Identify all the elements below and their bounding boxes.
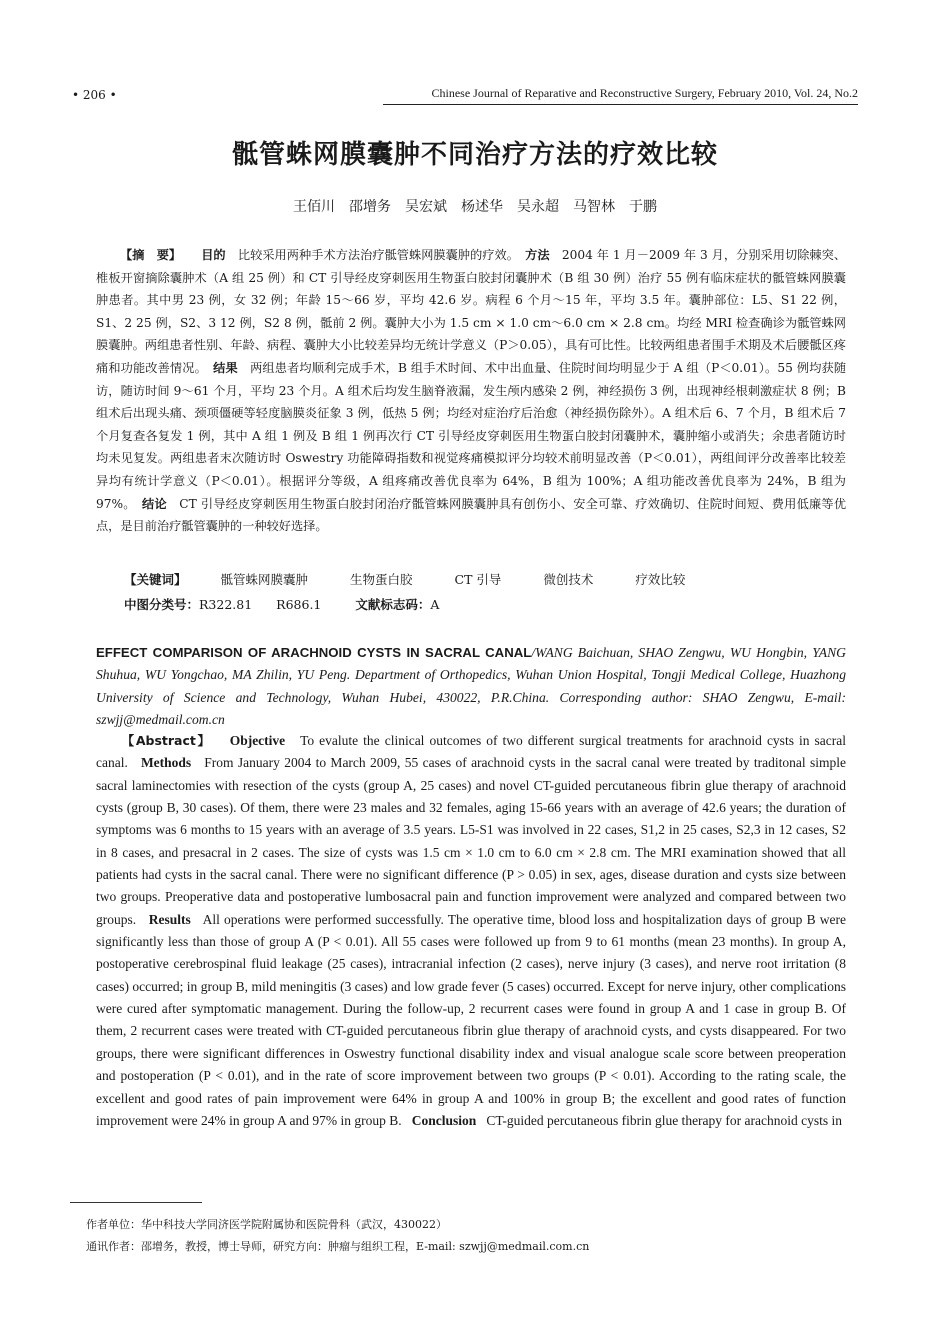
results-label-zh: 结果 xyxy=(213,360,238,375)
footnote-correspondence: 通讯作者：邵增务，教授，博士导师，研究方向：肿瘤与组织工程，E-mail: szwjj@medmail.com.cn xyxy=(86,1240,590,1253)
keyword-item: 微创技术 xyxy=(543,572,594,587)
methods-label-en: Methods xyxy=(140,755,192,771)
footnote-rule xyxy=(70,1202,202,1203)
clc-value: R322.81 xyxy=(199,597,253,612)
doc-code-value: A xyxy=(430,597,440,612)
conclusion-text-en: CT-guided percutaneous fibrin glue therapy for arachnoid cysts in xyxy=(486,1112,843,1128)
page-number: • 206 • xyxy=(72,88,117,102)
classification-line xyxy=(124,595,439,613)
results-text-en: All operations were performed successfully. The operative time, blood loss and hospitalization days of group B were significantly less than those of group A (P < 0.01). All 55 cases were followed up from 9 to 61 months (mean 23 months). In group A, postoperative cerebrospinal fluid leakage (25 cases), intracranial infection (2 cases), nerve injury (3 cases), and nerve root irritation (8 cases) occurred; in group B, mild meningitis (3 cases) and low grade fever (5 cases) occurred. Except for nerve injury, other complications were cured after symptomatic management. During the follow-up, 2 recurrent cases were found in group A and 1 case in group B. Of them, 2 recurrent cases were treated with CT-guided percutaneous fibrin glue therapy of arachnoid cysts, and cysts disappeared. For two groups, there were significant differences in Oswestry functional disability index and visual analogue scale score between preoperation and postoperation (P < 0.01), and in the rate of score improvement between two groups (P < 0.01). According to the rating scale, the excellent and good rates of pain improvement were 64% in group A and 100% in group B; the excellent and good rates of function improvement were 24% in group A and 97% in group B. xyxy=(96,911,846,1128)
english-abstract xyxy=(96,730,846,1132)
chinese-abstract xyxy=(96,244,846,538)
results-text-zh: 两组患者均顺利完成手术，B 组手术时间、术中出血量、住院时间均明显少于 A 组（P＜0.01）。55 例均获随访，随访时间 9～61 个月，平均 23 个月。A 组术后均发生脑脊液漏，发生颅内感染 2 例，神经损伤 3 例，出现神经根刺激症状 8 例；B 组术后出现头痛、颈项僵硬等轻度脑膜炎征象 3 例，低热 5 例；均经对症治疗后治愈（神经损伤除外）。A 组术后 6、7 个月，B 组术后 7 个月复查各复发 1 例，其中 A 组 1 例及 B 组 1 例再次行 CT 引导经皮穿刺医用生物蛋白胶封闭囊肿术，囊肿缩小或消失；余患者随访时均未见复发。两组患者末次随访时 Oswestry 功能障碍指数和视觉疼痛模拟评分均较术前明显改善（P＜0.01），两组间评分改善率比较差异均有统计学意义（P＜0.01）。根据评分等级，A 组疼痛改善优良率为 64%，B 组为 100%；A 组功能改善优良率为 24%，B 组为 97%。 xyxy=(96,360,847,511)
conclusion-label-zh: 结论 xyxy=(142,496,167,511)
objective-label-en: Objective xyxy=(229,733,286,748)
author-list: 王佰川 邵增务 吴宏斌 杨述华 吴永超 马智林 于鹏 xyxy=(293,199,657,215)
clc-label: 中图分类号： xyxy=(124,597,200,612)
abstract-label-zh: 【摘 要】 xyxy=(120,248,182,262)
keywords-line xyxy=(124,570,723,588)
header-rule xyxy=(383,104,858,105)
running-head: Chinese Journal of Reparative and Reconstructive Surgery, February 2010, Vol. 24, No.2 xyxy=(431,86,858,100)
english-title: EFFECT COMPARISON OF ARACHNOID CYSTS IN SACRAL CANAL xyxy=(96,645,532,660)
objective-text-zh: 比较采用两种手术方法治疗骶管蛛网膜囊肿的疗效。 xyxy=(237,248,513,262)
keyword-item: 生物蛋白胶 xyxy=(350,572,413,587)
methods-text-en: From January 2004 to March 2009, 55 cases of arachnoid cysts in the sacral canal were treated by traditonal simple sacral laminectomies with resection of the cysts (group A, 25 cases) and novel CT-guided percutaneous fibrin glue therapy of arachnoid cysts (group B, 30 cases). Of them, there were 23 males and 32 females, aging 15-66 years with an average of 42.6 years; the duration of symptoms was 6 months to 15 years with an average of 3.5 years. L5-S1 was involved in 22 cases, S1,2 in 25 cases, S2,3 in 12 cases, S2 in 8 cases, and presacral in 2 cases. The size of cysts was 1.5 cm × 1.0 cm to 6.0 cm × 2.8 cm. The MRI examination showed that all patients had cysts in the sacral canal. There were no significant difference (P > 0.05) in sex, ages, disease duration and cysts size between two groups. Preoperative data and postoperative lumbosacral pain and function improvement were analyzed and compared between two groups. xyxy=(96,755,846,927)
footnote-affiliation: 作者单位：华中科技大学同济医学院附属协和医院骨科（武汉，430022） xyxy=(86,1218,447,1231)
english-byline: /WANG Baichuan, SHAO Zengwu, WU Hongbin, YANG Shuhua, WU Yongchao, MA Zhilin, YU Peng. Department of Orthopedics, Wuhan Union Hospital, Tongji Medical College, Huazhong University of Science and Technology, Wuhan Hubei, 430022, P.R.China. Corresponding author: SHAO Zengwu, E-mail: szwjj@medmail.com.cn xyxy=(96,645,846,728)
keyword-item: 骶管蛛网膜囊肿 xyxy=(220,572,309,587)
article-title: 骶管蛛网膜囊肿不同治疗方法的疗效比较 xyxy=(231,140,718,170)
clc-value: R686.1 xyxy=(276,597,322,612)
results-label-en: Results xyxy=(148,911,191,927)
conclusion-text-zh: CT 引导经皮穿刺医用生物蛋白胶封闭治疗骶管蛛网膜囊肿具有创伤小、安全可靠、疗效确切、住院时间短、费用低廉等优点，是目前治疗骶管囊肿的一种较好选择。 xyxy=(96,496,847,534)
conclusion-label-en: Conclusion xyxy=(411,1112,477,1128)
abstract-label-en: 【Abstract】 xyxy=(120,733,212,748)
methods-text-zh: 2004 年 1 月－2009 年 3 月，分别采用切除棘突、椎板开窗摘除囊肿术（A 组 25 例）和 CT 引导经皮穿刺医用生物蛋白胶封闭囊肿术（B 组 30 例）治疗 55 例有临床症状的骶管蛛网膜囊肿患者。其中男 23 例，女 32 例；年龄 15～66 岁，平均 42.6 岁。病程 6 个月～15 年，平均 3.5 年。囊肿部位：L5、S1 22 例，S1、2 25 例，S2、3 12 例，S2 8 例，骶前 2 例。囊肿大小为 1.5 cm × 1.0 cm～6.0 cm × 2.8 cm。均经 MRI 检查确诊为骶管蛛网膜囊肿。两组患者性别、年龄、病程、囊肿大小比较差异均无统计学意义（P＞0.05），具有可比性。比较两组患者围手术期及术后腰骶区疼痛和功能改善情况。 xyxy=(96,248,847,375)
objective-label-zh: 目的 xyxy=(201,248,226,262)
doc-code-label: 文献标志码： xyxy=(355,597,431,612)
keyword-item: CT 引导 xyxy=(454,572,502,587)
methods-label-zh: 方法 xyxy=(525,248,550,262)
english-title-block xyxy=(96,642,846,732)
objective-text-en: To evalute the clinical outcomes of two different surgical treatments for arachnoid cysts in sacral canal. xyxy=(96,733,846,771)
keywords-label: 【关键词】 xyxy=(124,572,187,587)
keyword-item: 疗效比较 xyxy=(635,572,686,587)
